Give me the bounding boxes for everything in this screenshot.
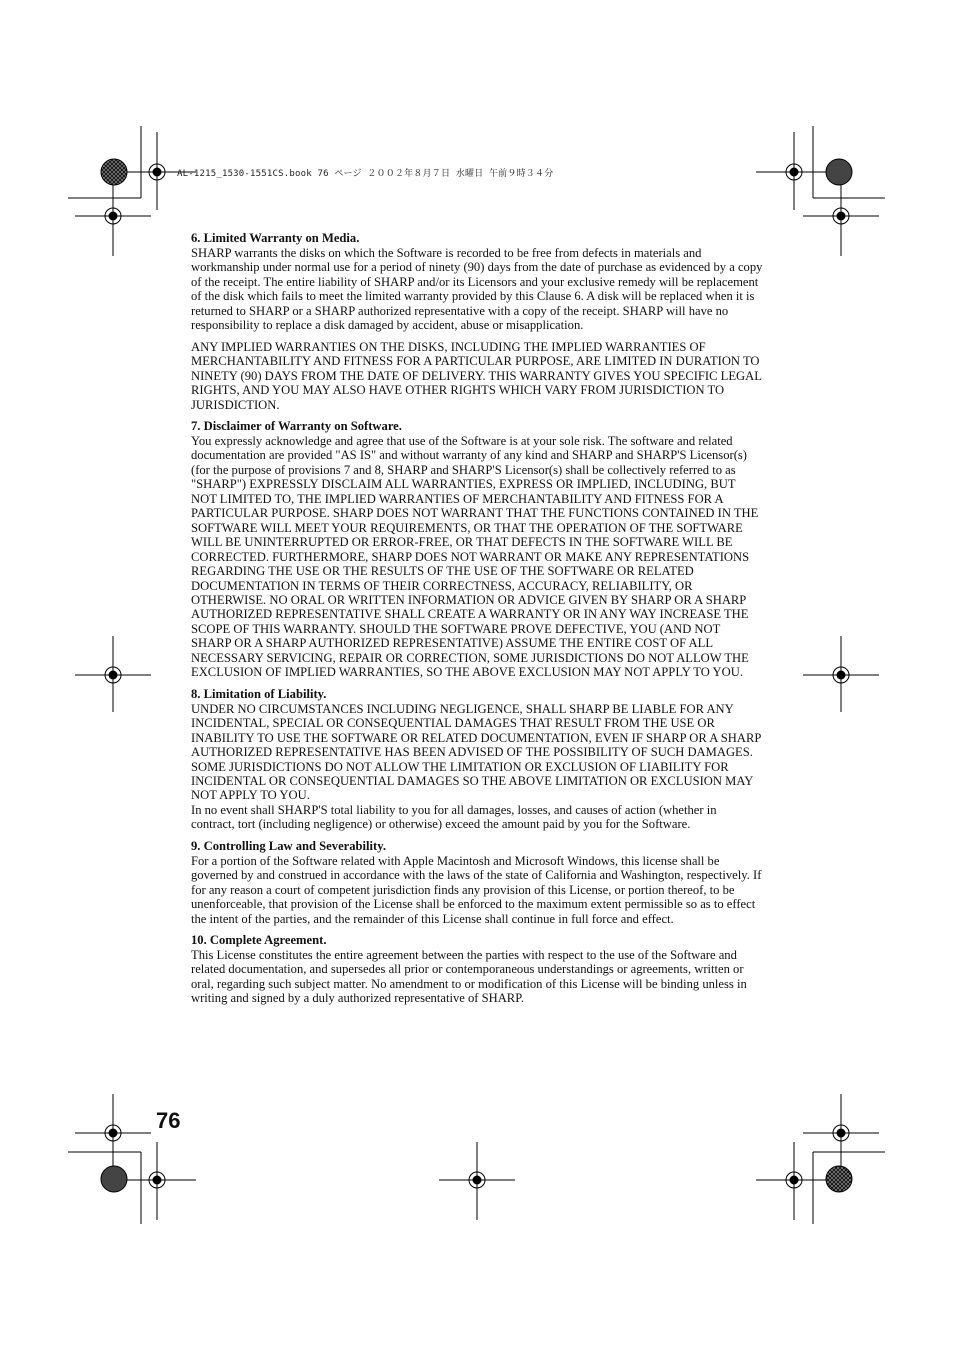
section-complete-agreement — [191, 933, 763, 1006]
section-heading: 8. Limitation of Liability. — [191, 686, 327, 701]
section-heading: 7. Disclaimer of Warranty on Software. — [191, 418, 402, 433]
section-limited-warranty — [191, 231, 763, 412]
section-controlling-law — [191, 839, 763, 926]
section-heading: 6. Limited Warranty on Media. — [191, 231, 360, 245]
section-paragraph: UNDER NO CIRCUMSTANCES INCLUDING NEGLIGENCE, SHALL SHARP BE LIABLE FOR ANY INCIDENTAL, SPECIAL OR CONSEQUENTIAL DAMAGES THAT RESULT FROM THE USE OR INABILITY TO USE THE SOFTWARE OR RELATED DOCUMENTATION, EVEN IF SHARP OR A SHARP AUTHORIZED REPRESENTATIVE HAS BEEN ADVISED OF THE POSSIBILITY OF SUCH DAMAGES. SOME JURISDICTIONS DO NOT ALLOW THE LIMITATION OR EXCLUSION OF LIABILITY FOR INCIDENTAL OR CONSEQUENTIAL DAMAGES SO THE ABOVE LIMITATION OR EXCLUSION MAY NOT APPLY TO YOU. — [191, 701, 761, 803]
section-paragraph: You expressly acknowledge and agree that use of the Software is at your sole risk. The software and related documentation are provided "AS IS" and without warranty of any kind and SHARP and SHARP'S Licensor(s) (for the purpose of provisions 7 and 8, SHARP and SHARP'S Licensor(s) shall be collectively referred to as "SHARP") EXPRESSLY DISCLAIM ALL WARRANTIES, EXPRESS OR IMPLIED, INCLUDING, BUT NOT LIMITED TO, THE IMPLIED WARRANTIES OF MERCHANTABILITY AND FITNESS FOR A PARTICULAR PURPOSE. SHARP DOES NOT WARRANT THAT THE FUNCTIONS CONTAINED IN THE SOFTWARE WILL MEET YOUR REQUIREMENTS, OR THAT THE OPERATION OF THE SOFTWARE WILL BE UNINTERRUPTED OR ERROR-FREE, OR THAT DEFECTS IN THE SOFTWARE WILL BE CORRECTED. FURTHERMORE, SHARP DOES NOT WARRANT OR MAKE ANY REPRESENTATIONS REGARDING THE USE OR THE RESULTS OF THE USE OF THE SOFTWARE OR RELATED DOCUMENTATION IN TERMS OF THEIR CORRECTNESS, ACCURACY, RELIABILITY, OR OTHERWISE. NO ORAL OR WRITTEN INFORMATION OR ADVICE GIVEN BY SHARP OR A SHARP AUTHORIZED REPRESENTATIVE SHALL CREATE A WARRANTY OR IN ANY WAY INCREASE THE SCOPE OF THIS WARRANTY. SHOULD THE SOFTWARE PROVE DEFECTIVE, YOU (AND NOT SHARP OR A SHARP AUTHORIZED REPRESENTATIVE) ASSUME THE ENTIRE COST OF ALL NECESSARY SERVICING, REPAIR OR CORRECTION, SOME JURISDICTIONS DO NOT ALLOW THE EXCLUSION OF IMPLIED WARRANTIES, SO THE ABOVE EXCLUSION MAY NOT APPLY TO YOU. — [191, 433, 759, 680]
section-paragraph: This License constitutes the entire agreement between the parties with respect to the use of the Software and related documentation, and supersedes all prior or contemporaneous understandings or agreements, written or oral, regarding such subject matter. No amendment to or modification of this License will be binding unless in writing and signed by a duly authorized representative of SHARP. — [191, 948, 747, 1006]
section-heading: 10. Complete Agreement. — [191, 933, 327, 948]
section-limitation-of-liability — [191, 687, 763, 832]
page-number: 76 — [156, 1108, 181, 1133]
print-slug: AL-1215_1530-1551CS.book 76 ページ ２００２年８月７日 水曜日 午前９時３４分 — [177, 169, 554, 179]
section-paragraph: SHARP warrants the disks on which the Software is recorded to be free from defects in materials and workmanship under normal use for a period of ninety (90) days from the date of purchase as evidenced by a copy of the receipt. The entire liability of SHARP and/or its Licensors and your exclusive remedy will be replacement of the disk which fails to meet the limited warranty provided by this Clause 6. A disk will be replaced when it is returned to SHARP or a SHARP authorized representative with a copy of the receipt. SHARP will have no responsibility to replace a disk damaged by accident, abuse or misapplication. — [191, 246, 763, 333]
section-paragraph: ANY IMPLIED WARRANTIES ON THE DISKS, INCLUDING THE IMPLIED WARRANTIES OF MERCHANTABILITY AND FITNESS FOR A PARTICULAR PURPOSE, ARE LIMITED IN DURATION TO NINETY (90) DAYS FROM THE DATE OF DELIVERY. THIS WARRANTY GIVES YOU SPECIFIC LEGAL RIGHTS, AND YOU MAY ALSO HAVE OTHER RIGHTS WHICH VARY FROM JURISDICTION TO JURISDICTION. — [191, 339, 762, 412]
section-paragraph: For a portion of the Software related with Apple Macintosh and Microsoft Windows, this license shall be governed by and construed in accordance with the laws of the state of California and Washington, respectively. If for any reason a court of competent jurisdiction finds any provision of this License, or portion thereof, to be unenforceable, that provision of the License shall be enforced to the maximum extent permissible so as to effect the intent of the parties, and the remainder of this License shall continue in full force and effect. — [191, 853, 762, 926]
section-paragraph: In no event shall SHARP'S total liability to you for all damages, losses, and causes of action (whether in contract, tort (including negligence) or otherwise) exceed the amount paid by you for the Software. — [191, 802, 717, 832]
license-body — [191, 231, 763, 1006]
section-heading: 9. Controlling Law and Severability. — [191, 838, 386, 853]
section-disclaimer — [191, 419, 763, 680]
